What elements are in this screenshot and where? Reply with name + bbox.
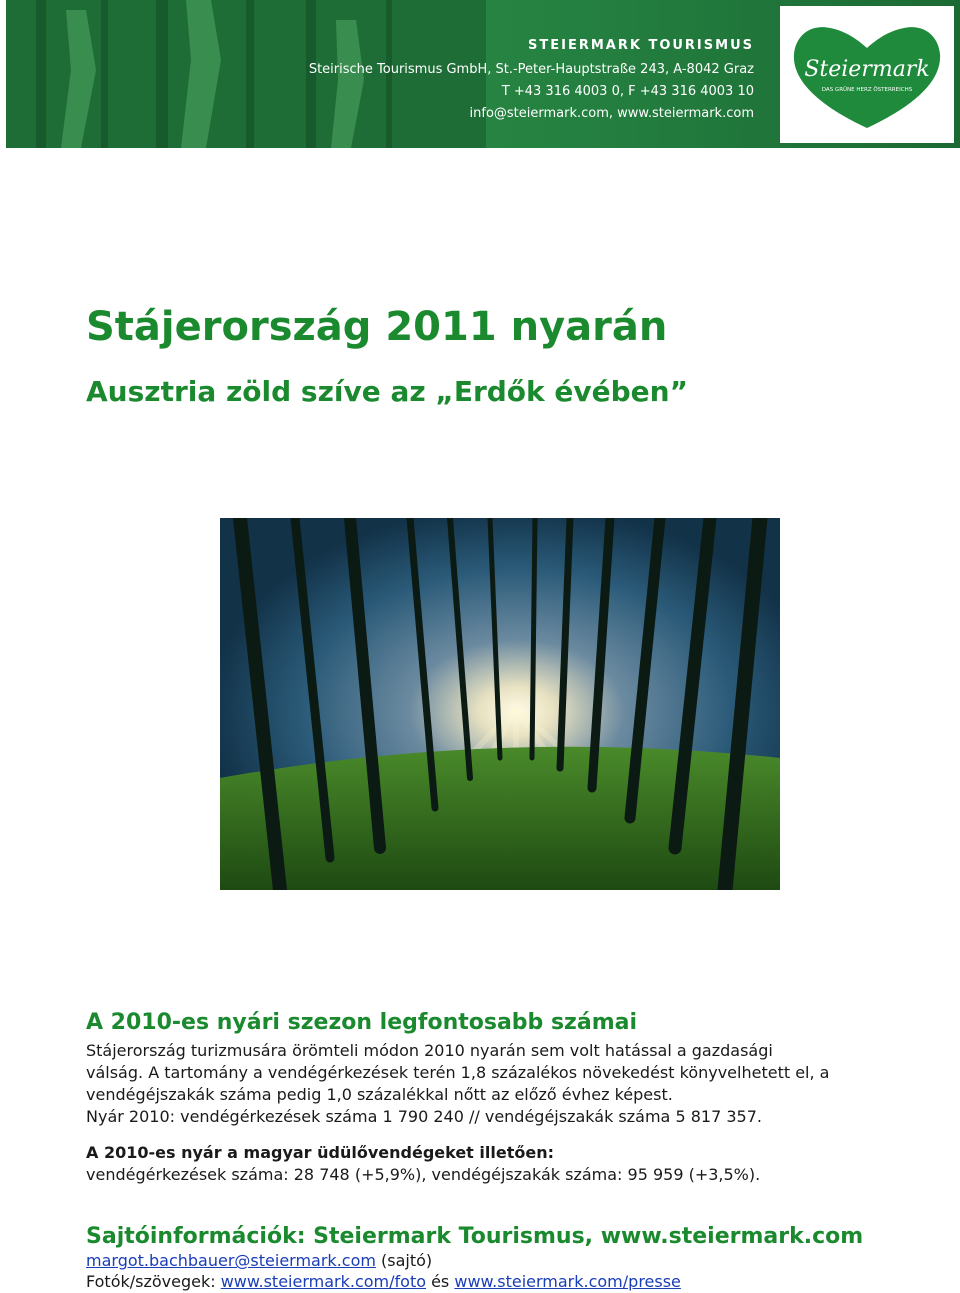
photos-texts-line [86, 1271, 681, 1293]
page-subtitle: Ausztria zöld szíve az „Erdők évében” [86, 375, 688, 408]
logo-tagline: DAS GRÜNE HERZ ÖSTERREICHS [821, 87, 913, 93]
photo-link[interactable]: www.steiermark.com/foto [220, 1272, 426, 1291]
org-name: STEIERMARK TOURISMUS [528, 38, 754, 53]
paragraph-line-1: Stájerország turizmusára örömteli módon 2010 nyarán sem volt hatással a gazdasági [86, 1041, 773, 1060]
paragraph-line-3: vendégéjszakák száma pedig 1,0 százalékkal nőtt az előző évhez képest. [86, 1085, 673, 1104]
paragraph-line-2: válság. A tartomány a vendégérkezések terén 1,8 százalékos növekedést könyvelhetett el, a [86, 1063, 830, 1082]
press-email-link[interactable]: margot.bachbauer@steiermark.com [86, 1251, 376, 1270]
presse-link[interactable]: www.steiermark.com/presse [454, 1272, 681, 1291]
hungarian-guests-heading: A 2010-es nyár a magyar üdülővendégeket illetően: [86, 1143, 554, 1162]
photos-label: Fotók/szövegek: [86, 1272, 221, 1291]
heart-logo-icon [780, 6, 954, 143]
steiermark-logo [780, 6, 954, 143]
address-line: Steirische Tourismus GmbH, St.-Peter-Hauptstraße 243, A-8042 Graz [308, 62, 754, 77]
hungarian-guests-stats: vendégérkezések száma: 28 748 (+5,9%), vendégéjszakák száma: 95 959 (+3,5%). [86, 1165, 761, 1184]
press-info-heading: Sajtóinformációk: Steiermark Tourismus, www.steiermark.com [86, 1224, 864, 1249]
phone-line: T +43 316 4003 0, F +43 316 4003 10 [501, 84, 754, 99]
page-title: Stájerország 2011 nyarán [86, 304, 668, 350]
press-email-line [86, 1250, 432, 1272]
press-email-suffix: (sajtó) [375, 1251, 433, 1270]
contact-address-block [309, 38, 754, 125]
forest-photo [220, 518, 780, 890]
paragraph-line-4: Nyár 2010: vendégérkezések száma 1 790 240 // vendégéjszakák száma 5 817 357. [86, 1107, 762, 1126]
and-text: és [426, 1272, 455, 1291]
section-heading-2010-summer: A 2010-es nyári szezon legfontosabb számai [86, 1010, 638, 1035]
logo-text: Steiermark [804, 57, 930, 82]
email-web-line: info@steiermark.com, www.steiermark.com [469, 106, 754, 121]
